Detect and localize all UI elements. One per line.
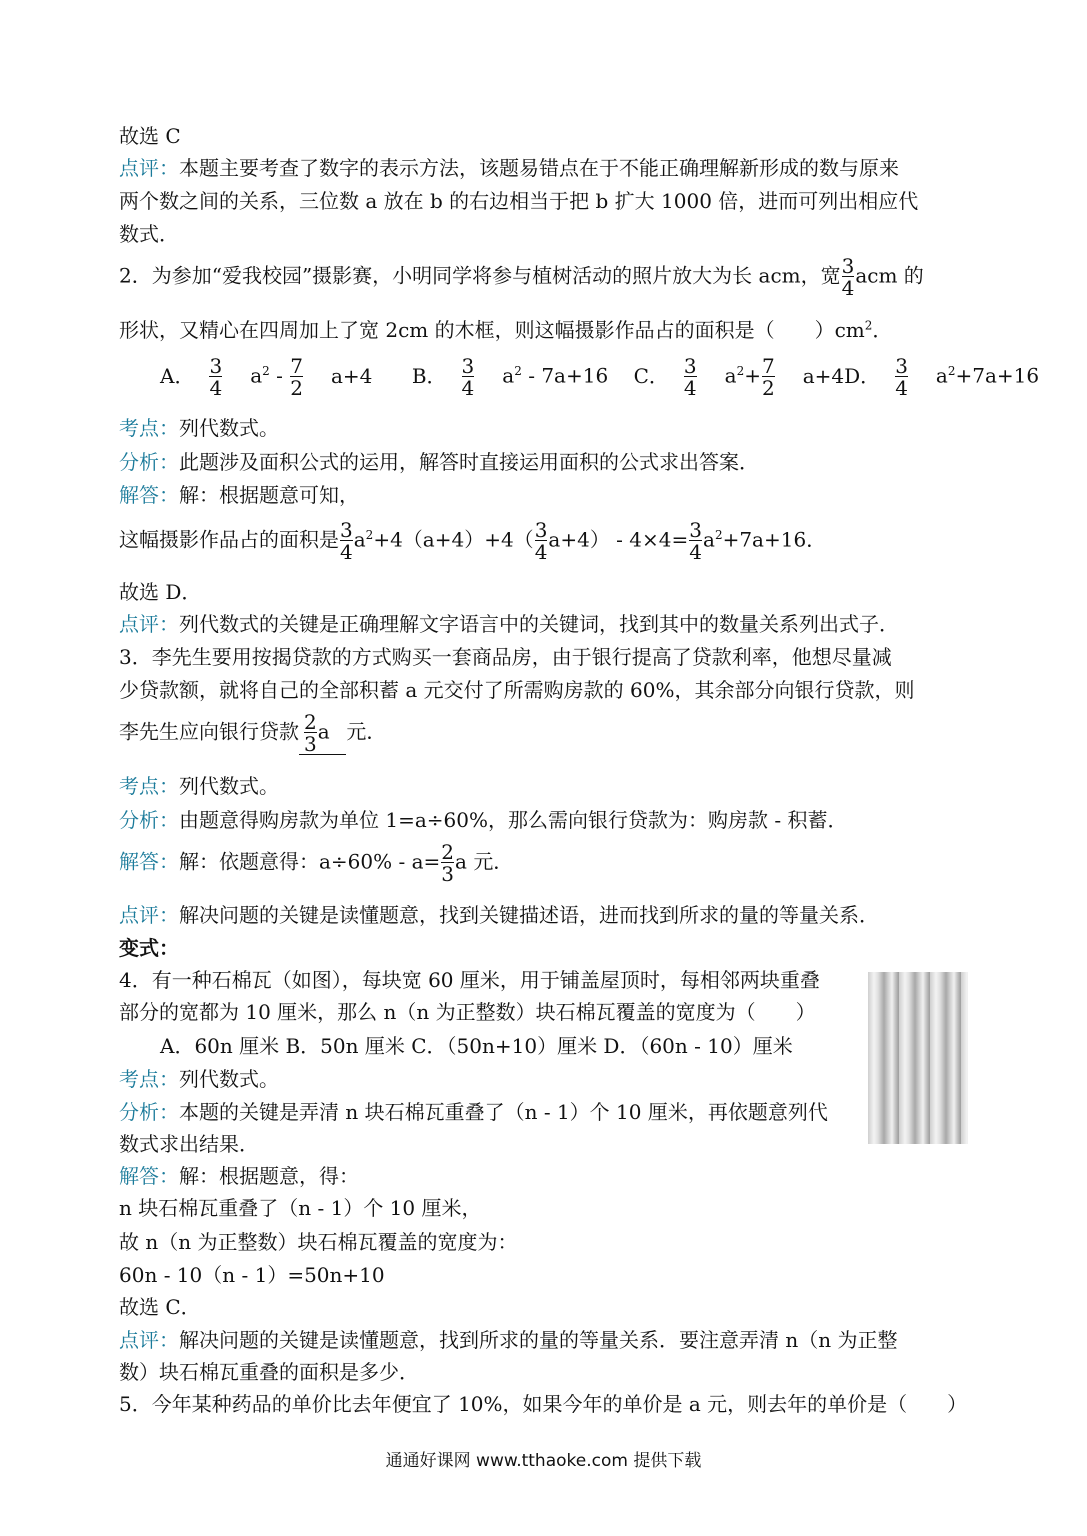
- jieda-line: 解答：解：依题意得：a÷60% - a= $\frac{2}{3}$ a 元．: [119, 840, 514, 886]
- jieda-line: 解答：解：根据题意可知，: [119, 483, 359, 507]
- review-text: 本题主要考查了数字的表示方法，该题易错点在于不能正确理解新形成的数与原来: [179, 156, 899, 180]
- text-line: n 块石棉瓦重叠了（n - 1）个 10 厘米，: [119, 1196, 482, 1220]
- text-line: 60n - 10（n - 1）=50n+10: [119, 1263, 385, 1287]
- variant-heading: 变式：: [119, 936, 179, 960]
- text-line: 故选 C: [119, 124, 181, 148]
- fenxi-line: 分析：此题涉及面积公式的运用，解答时直接运用面积的公式求出答案．: [119, 450, 759, 474]
- text-line: 故 n（n 为正整数）块石棉瓦覆盖的宽度为：: [119, 1230, 518, 1254]
- text-line: 数）块石棉瓦重叠的面积是多少．: [119, 1360, 419, 1384]
- asbestos-tile-image: [868, 972, 968, 1144]
- question-2-line-1: 2．为参加“爱我校园”摄影赛，小明同学将参与植树活动的照片放大为长 acm，宽 $\frac{3}{4}$ acm 的: [119, 254, 924, 300]
- review-line: 点评：解决问题的关键是读懂题意，找到关键描述语，进而找到所求的量的等量关系．: [119, 903, 879, 927]
- question-3-line-1: 3．李先生要用按揭贷款的方式购买一套商品房，由于银行提高了贷款利率，他想尽量减: [119, 645, 892, 669]
- question-3-line-3: 李先生应向银行贷款 $\frac{2}{3}$ a 元．: [119, 710, 387, 756]
- text-line: 数式．: [119, 222, 179, 246]
- text-line: 故选 C．: [119, 1295, 201, 1319]
- page-footer: 通通好课网 www.tthaoke.com 提供下载: [385, 1451, 702, 1471]
- review-line: [119, 154, 899, 182]
- jieda-line: 解答：解：根据题意，得：: [119, 1164, 359, 1188]
- kaodian-line: 考点：列代数式。: [119, 774, 279, 798]
- question-5-line: 5．今年某种药品的单价比去年便宜了 10%，如果今年的单价是 a 元，则去年的单价是（ ）: [119, 1392, 968, 1416]
- text-line: 两个数之间的关系，三位数 a 放在 b 的右边相当于把 b 扩大 1000 倍，进而可列出相应代: [119, 189, 919, 213]
- text-line: 故选 D．: [119, 580, 202, 604]
- question-4-line-1: 4．有一种石棉瓦（如图），每块宽 60 厘米，用于铺盖屋顶时，每相邻两块重叠: [119, 968, 820, 992]
- review-line: 点评：列代数式的关键是正确理解文字语言中的关键词，找到其中的数量关系列出式子．: [119, 612, 899, 636]
- review-tag: 点评：: [119, 156, 179, 180]
- text-line: 数式求出结果．: [119, 1132, 259, 1156]
- question-2-line-2: 形状，又精心在四周加上了宽 2cm 的木框，则这幅摄影作品占的面积是（ ）$cm^2$．: [119, 318, 893, 342]
- review-line: 点评：解决问题的关键是读懂题意，找到所求的量的等量关系．要注意弄清 n（n 为正整: [119, 1328, 898, 1352]
- question-3-line-2: 少贷款额，就将自己的全部积蓄 a 元交付了所需购房款的 60%，其余部分向银行贷款，则: [119, 678, 915, 702]
- question-4-line-2: 部分的宽都为 10 厘米，那么 n（n 为正整数）块石棉瓦覆盖的宽度为（ ）: [119, 1000, 816, 1024]
- question-2-options: A． $\frac{3}{4}$ $a^2$ - $\frac{7}{2}$ a+4 B． $\frac{3}{4}$ $a^2 - 7a+16$ C． $\frac{3}{4}$ $a^2+$ $\frac{7}{2}$ a+4D． $\frac{3}{4}$ $a^2+7a+16$: [160, 354, 1040, 400]
- kaodian-line: 考点：列代数式。: [119, 1067, 279, 1091]
- fenxi-line: 分析：由题意得购房款为单位 1=a÷60%，那么需向银行贷款为：购房款 - 积蓄．: [119, 808, 848, 832]
- kaodian-line: 考点：列代数式。: [119, 416, 279, 440]
- fenxi-line: 分析：本题的关键是弄清 n 块石棉瓦重叠了（n - 1）个 10 厘米，再依题意列代: [119, 1100, 828, 1124]
- area-formula-line: 这幅摄影作品占的面积是 $\frac{3}{4}$ $a^2+4(a+4)+4$（ $\frac{3}{4}$ a+4） - 4×4= $\frac{3}{4}$ $a^2+7a+16$．: [119, 518, 827, 564]
- question-4-options: A．60n 厘米 B．50n 厘米 C．（50n+10）厘米 D．（60n - 10）厘米: [160, 1034, 793, 1058]
